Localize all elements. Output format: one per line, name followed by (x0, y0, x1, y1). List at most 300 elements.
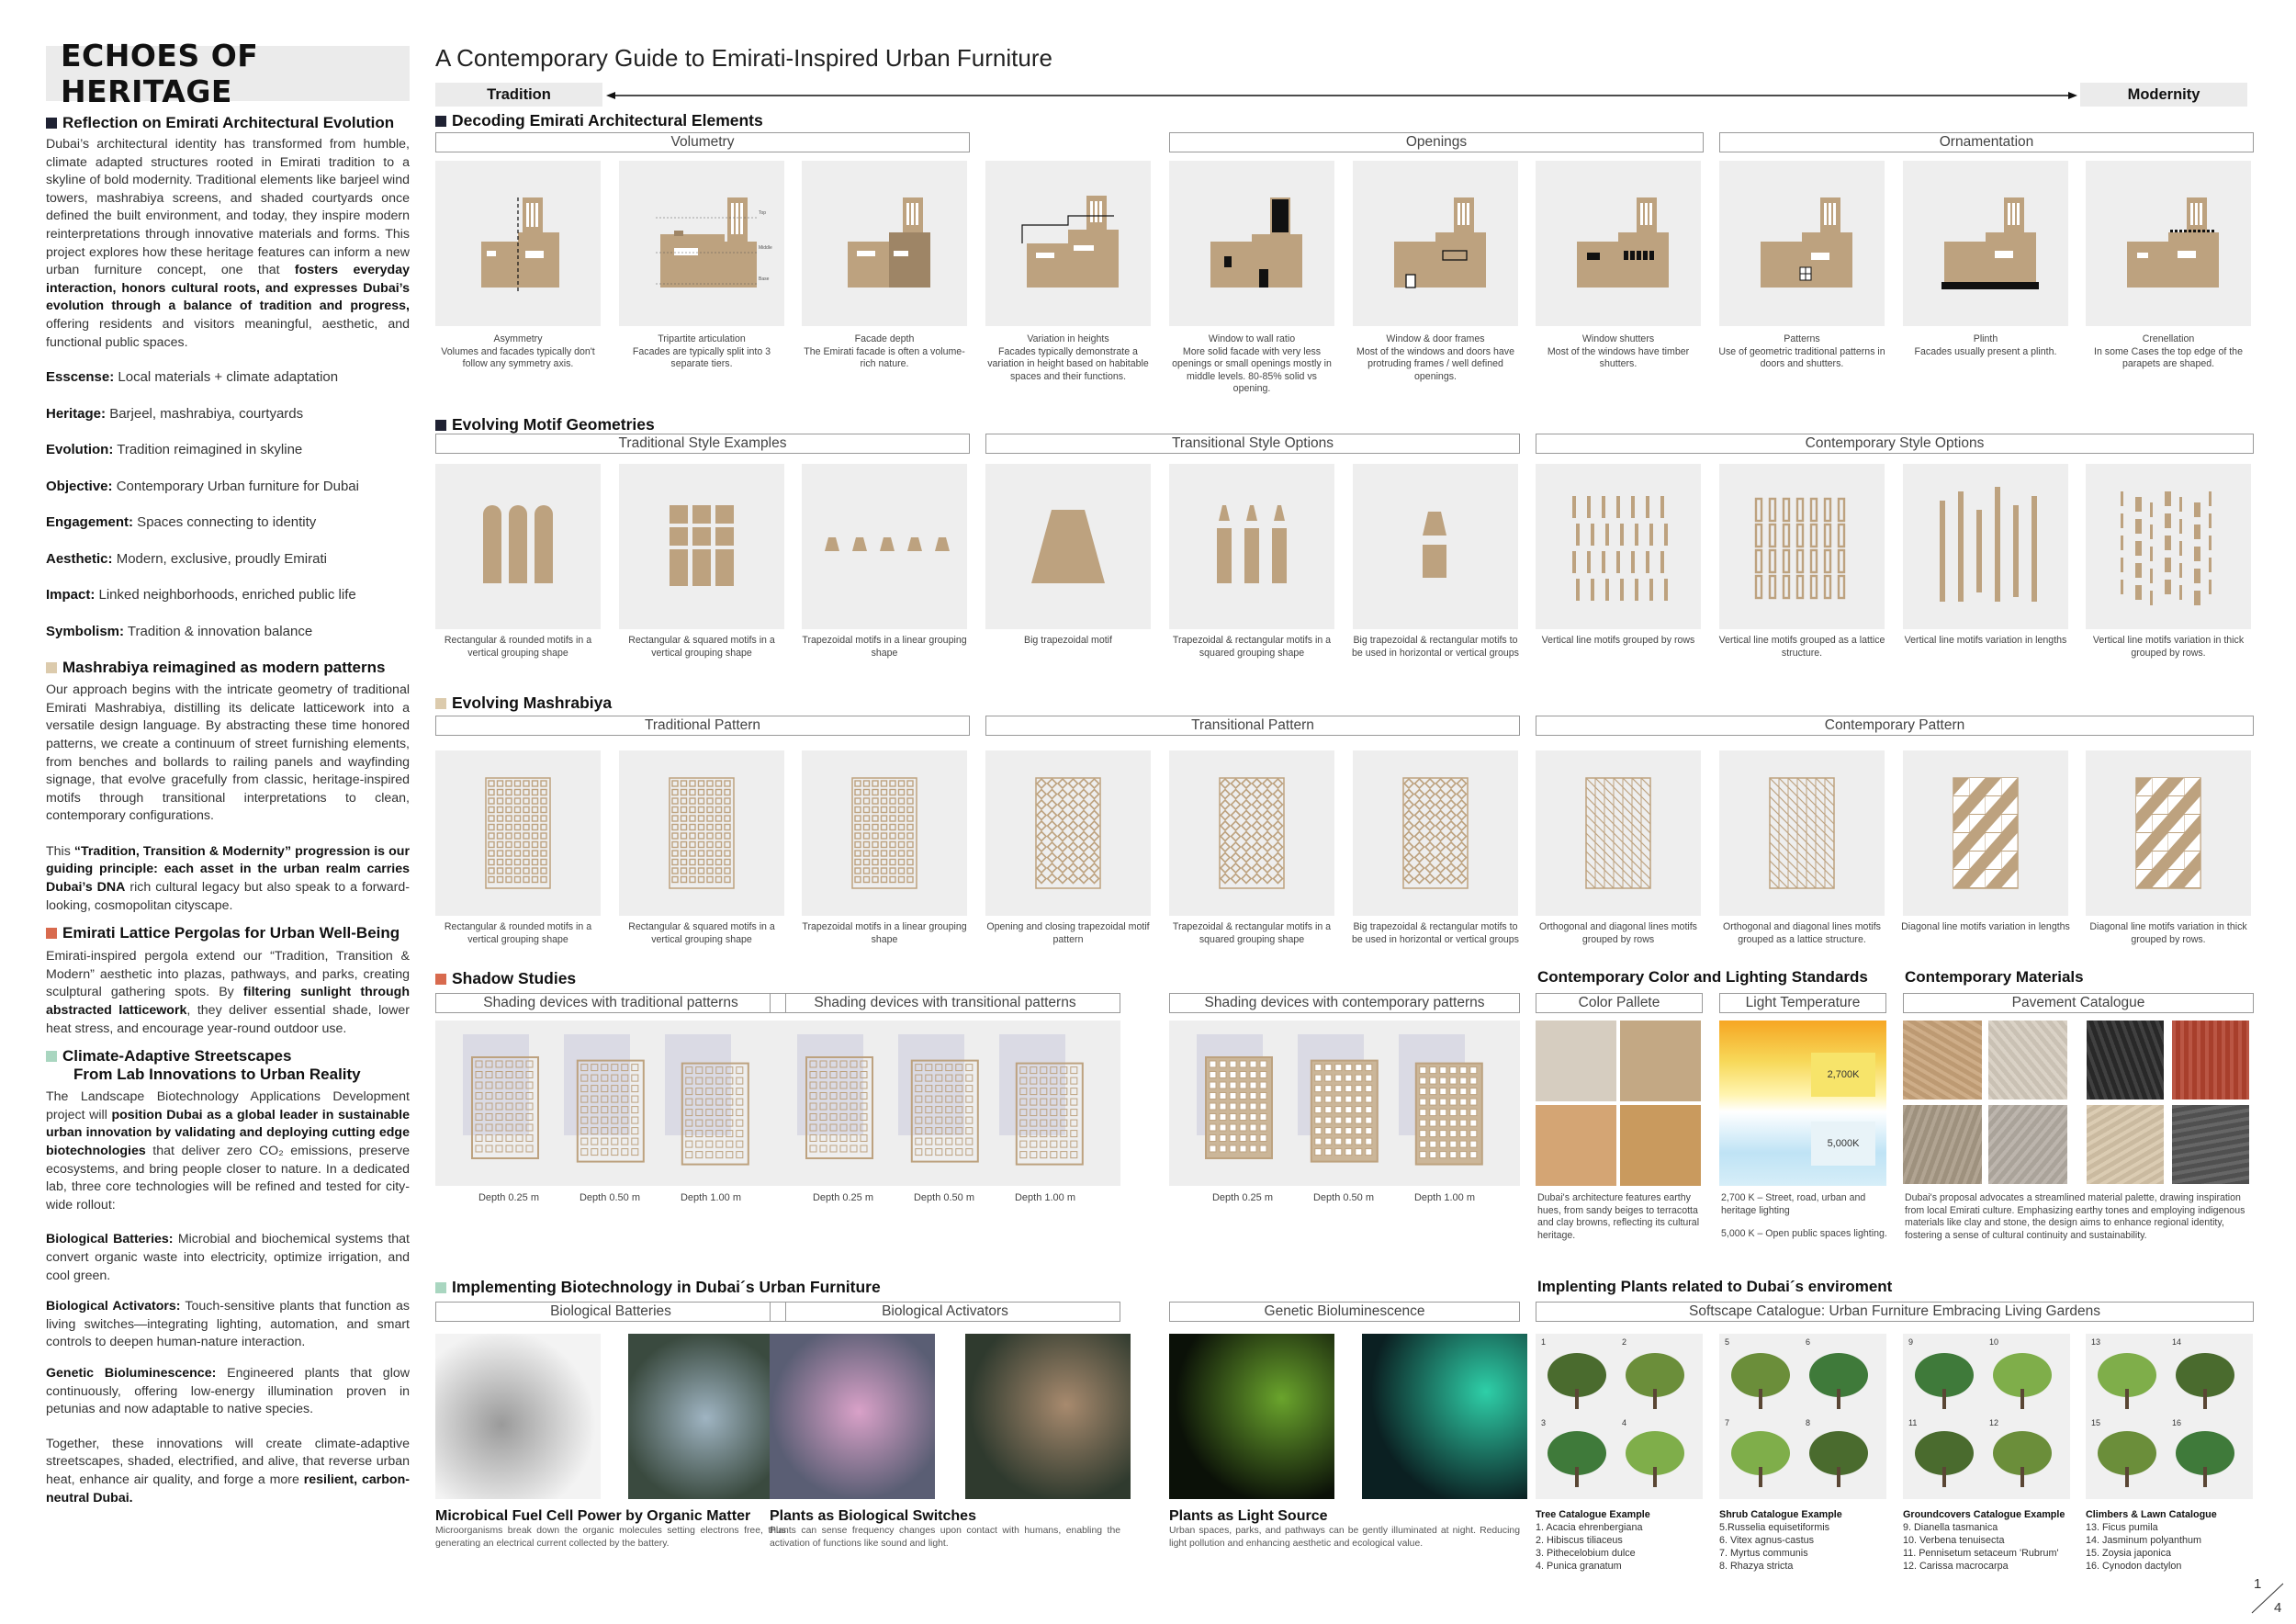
motif-frame (1756, 550, 1761, 572)
motif-bar (670, 549, 688, 586)
motif-bar (2194, 502, 2200, 517)
lattice-cell (1079, 800, 1088, 809)
motif-bar (1649, 524, 1653, 546)
heading-text: Reflection on Emirati Architectural Evolution (62, 114, 395, 131)
lattice-cell (725, 816, 730, 821)
plant-number: 12 (1989, 1418, 1999, 1427)
lattice-cell (1253, 779, 1262, 788)
value-text: Tradition reimagined in skyline (113, 442, 303, 458)
plant-number: 3 (1541, 1418, 1547, 1427)
window-opening (2195, 203, 2198, 225)
lattice-cell (1048, 811, 1057, 820)
lattice-cell (699, 816, 704, 821)
lattice-cell (515, 877, 521, 883)
lattice-cell (1253, 790, 1262, 799)
lattice-cell (899, 790, 905, 795)
lattice-cell (1250, 1103, 1256, 1110)
lattice-cell (489, 798, 494, 804)
lattice-cell (899, 842, 905, 848)
lattice-cell (1436, 863, 1446, 873)
lattice-cell (855, 877, 861, 883)
lattice-line (1806, 787, 1816, 796)
window-opening (1829, 203, 1831, 225)
motif-caption: Trapezoidal & rectangular motifs in a squared grouping shape (1172, 635, 1332, 659)
lattice-cell (1260, 1145, 1266, 1152)
text-run: that deliver zero CO₂ emissions, preserve ecosystems, and bring people closer to nature. In a dedicated lab, three core technologies will be refined and tested for city-wide rollout: (46, 1144, 410, 1212)
motif-bar (2121, 558, 2123, 572)
lattice-cell (1274, 779, 1283, 788)
lattice-cell (1210, 1061, 1216, 1067)
window-opening (2190, 203, 2193, 225)
lattice-cell (632, 1075, 638, 1081)
square-marker-icon (435, 698, 446, 709)
lattice-cell (498, 868, 503, 874)
lattice-cell (1079, 842, 1088, 851)
lattice-cell (725, 877, 730, 883)
lattice-cell (486, 1145, 492, 1152)
mashrabiya-tile (1903, 750, 2068, 916)
temp-2700k: 2,700K (1811, 1053, 1875, 1097)
lattice-cell (523, 790, 529, 795)
bio-batteries-paragraph (46, 1231, 410, 1285)
section-heading-streetscapes (46, 1047, 410, 1084)
lattice-cell (533, 816, 538, 821)
lattice-cell (864, 860, 870, 865)
motif-bar (1660, 496, 1664, 518)
plant-list-item: 14. Jasminum polyanthum (2086, 1535, 2202, 1546)
lattice-cell (1069, 863, 1078, 873)
lattice-line (1788, 879, 1797, 888)
motif-shape-part (509, 505, 527, 583)
motif-frame (1784, 499, 1789, 521)
lattice-line (1797, 787, 1806, 796)
lattice-cell (1058, 853, 1067, 863)
palette-swatch (1536, 1021, 1616, 1101)
lattice-line (1614, 815, 1623, 824)
lattice-cell (1037, 832, 1046, 841)
window-opening (1640, 203, 1643, 225)
motif-caption: Vertical line motifs grouped by rows (1541, 635, 1695, 646)
lattice-cell (716, 842, 722, 848)
plant-number: 13 (2091, 1337, 2101, 1347)
lattice-cell (1458, 842, 1467, 851)
lattice-line (1816, 879, 1825, 888)
lattice-cell (1460, 1067, 1467, 1074)
motif-bar (2135, 585, 2142, 600)
motif-shape-part (907, 537, 922, 551)
biotech-caption-desc: Plants can sense frequency changes upon contact with humans, enabling the activation of functions like sound and light. (770, 1526, 1120, 1549)
depth-label: Depth 1.00 m (1014, 1192, 1076, 1203)
plant-catalogue-panel (1719, 1334, 1886, 1499)
lattice-cell (690, 860, 695, 865)
lattice-cell (850, 1135, 857, 1142)
lattice-cell (864, 851, 870, 856)
lattice-cell (523, 842, 529, 848)
lattice-cell (1404, 863, 1413, 873)
caption-desc: Most of the windows have timber shutters. (1547, 345, 1690, 370)
lattice-cell (1420, 1088, 1426, 1095)
motif-caption: Rectangular & squared motifs in a vertical grouping shape (628, 635, 775, 659)
lattice-cell (810, 1145, 816, 1152)
bio-activators-paragraph (46, 1298, 410, 1352)
lattice-cell (498, 790, 503, 795)
motif-shape-part (880, 537, 895, 551)
window-opening (736, 203, 738, 234)
lattice-line (1797, 796, 1806, 806)
motif-bar (715, 527, 734, 546)
lattice-cell (1020, 1141, 1027, 1147)
motif-bar (1423, 545, 1446, 578)
decoding-tile (2086, 161, 2251, 326)
lattice-cell (737, 1131, 743, 1137)
motif-bar (2150, 547, 2153, 561)
lattice-line (1623, 824, 1632, 833)
lattice-line (1641, 842, 1650, 851)
facade-block (848, 242, 889, 288)
lattice-cell (1240, 1093, 1246, 1100)
lattice-cell (690, 842, 695, 848)
shutter (1649, 251, 1654, 260)
lattice-cell (716, 807, 722, 813)
lattice-cell (1263, 853, 1272, 863)
motif-bar (1587, 551, 1591, 573)
lattice-cell (899, 807, 905, 813)
mashrabiya-illustration (802, 750, 967, 916)
lattice-cell (1404, 800, 1413, 809)
lattice-cell (861, 1135, 867, 1142)
lattice-cell (1220, 1072, 1226, 1078)
motif-shape-part (852, 537, 867, 551)
value-text: Spaces connecting to identity (133, 514, 317, 531)
lattice-cell (1415, 779, 1424, 788)
lattice-cell (1404, 811, 1413, 820)
plant-list-item: 15. Zoysia japonica (2086, 1548, 2172, 1559)
motif-frame (1839, 499, 1844, 521)
square-marker-icon (46, 662, 57, 673)
lattice-line (1632, 806, 1641, 815)
lattice-line (1806, 833, 1816, 842)
lattice-cell (515, 798, 521, 804)
lattice-cell (1048, 832, 1057, 841)
mashrabiya-tile (435, 750, 601, 916)
motif-bar (2165, 580, 2171, 594)
lattice-line (1816, 870, 1825, 879)
text-run: The Landscape Biotechnology Applications Development project will (46, 1089, 410, 1122)
lattice-cell (737, 1067, 743, 1074)
group-label-traditional-pattern: Traditional Pattern (435, 716, 970, 736)
lattice-cell (1090, 790, 1099, 799)
lattice-line (1604, 815, 1614, 824)
lattice-cell (1420, 1141, 1426, 1147)
lattice-cell (506, 868, 512, 874)
lattice-cell (489, 790, 494, 795)
lattice-cell (1436, 821, 1446, 830)
lattice-cell (907, 877, 913, 883)
building-facade (1394, 197, 1486, 288)
lattice-cell (1037, 863, 1046, 873)
lattice-line (1586, 870, 1595, 879)
motif-bar (2150, 502, 2153, 517)
lattice-cell (1415, 790, 1424, 799)
lattice-cell (533, 781, 538, 786)
motif-bar (1958, 491, 1964, 602)
group-label-contemporary-pattern: Contemporary Pattern (1536, 716, 2254, 736)
lattice-cell (1090, 842, 1099, 851)
plant-list-item: 2. Hibiscus tiliaceus (1536, 1535, 1623, 1546)
lattice-cell (1263, 842, 1272, 851)
lattice-cell (882, 807, 887, 813)
key-label: Engagement: (46, 514, 134, 531)
caption-title: Crenellation (2142, 333, 2195, 344)
lattice-cell (1220, 1114, 1226, 1121)
lattice-cell (1446, 811, 1456, 820)
motif-frame (1797, 550, 1803, 572)
motif-bar (2209, 491, 2212, 506)
motif-tile (1536, 464, 1701, 629)
square-marker-icon (435, 420, 446, 431)
square-marker-icon (435, 1282, 446, 1293)
lattice-cell (1470, 1131, 1477, 1137)
lattice-cell (672, 798, 678, 804)
lattice-cell (966, 1086, 973, 1092)
lattice-cell (1090, 800, 1099, 809)
lattice-line (1797, 833, 1806, 842)
crenellation (2212, 230, 2214, 232)
motif-bar (715, 549, 734, 586)
window-opening (906, 203, 909, 225)
lattice-cell (840, 1145, 847, 1152)
pavement-catalogue-label: Pavement Catalogue (1903, 993, 2254, 1013)
lattice-cell (1450, 1152, 1457, 1158)
window-opening (2137, 253, 2148, 258)
lattice-cell (523, 851, 529, 856)
group-label-shadow-traditional: Shading devices with traditional patterns (435, 993, 786, 1013)
section-title-mashrabiya (435, 694, 612, 713)
lattice-cell (1436, 800, 1446, 809)
decoding-tile (1169, 161, 1334, 326)
motif-shape-part (935, 537, 950, 551)
window-opening (2200, 203, 2202, 225)
lattice-cell (1440, 1131, 1446, 1137)
lattice-cell (1232, 842, 1241, 851)
lattice-line (1586, 833, 1595, 842)
lattice-cell (690, 807, 695, 813)
mashrabiya-illustration (619, 750, 784, 916)
lattice-cell (681, 807, 687, 813)
section-title-text: Implementing Biotechnology in Dubai´s Urban Furniture (452, 1278, 881, 1296)
lattice-cell (1090, 863, 1099, 873)
lattice-pattern (1403, 778, 1468, 888)
plant-list-item: 1. Acacia ehrenbergiana (1536, 1522, 1643, 1533)
lattice-cell (872, 868, 878, 874)
lattice-cell (899, 825, 905, 830)
lattice-cell (737, 1110, 743, 1116)
lattice-cell (907, 868, 913, 874)
lattice-cell (1325, 1107, 1332, 1113)
motif-bar (1616, 551, 1620, 573)
square-marker-icon (46, 1051, 57, 1062)
decoding-tile (1353, 161, 1518, 326)
lattice-cell (1315, 1075, 1322, 1081)
motif-bar (1646, 551, 1649, 573)
lattice-cell (523, 781, 529, 786)
lattice-line (1825, 806, 1834, 815)
window-opening (2012, 203, 2015, 225)
lattice-cell (1335, 1096, 1342, 1102)
motif-frame (1825, 524, 1830, 547)
lattice-cell (523, 877, 529, 883)
lattice-cell (890, 781, 895, 786)
motif-illustration (802, 464, 967, 629)
motif-bar (2165, 513, 2171, 528)
lattice-cell (1071, 1120, 1077, 1126)
text-run: Emirati-inspired pergola extend our “Tradition, Transition & Modern” aesthetic into plazas, pathways, and parks, creating sculptural gathering spots. By (46, 949, 410, 1000)
lattice-cell (907, 807, 913, 813)
lattice-cell (1051, 1152, 1057, 1158)
lattice-cell (864, 833, 870, 839)
lattice-cell (1221, 811, 1230, 820)
lattice-cell (1048, 821, 1057, 830)
lattice-cell (1366, 1107, 1372, 1113)
lattice-cell (1274, 821, 1283, 830)
lattice-cell (526, 1145, 533, 1152)
facade-block (518, 232, 559, 288)
lattice-cell (850, 1145, 857, 1152)
lattice-cell (1345, 1096, 1352, 1102)
mashrabiya-tile (802, 750, 967, 916)
lattice-cell (1230, 1061, 1236, 1067)
lattice-cell (1436, 832, 1446, 841)
lattice-cell (1058, 790, 1067, 799)
lattice-cell (1440, 1110, 1446, 1116)
lattice-cell (1232, 863, 1241, 873)
lattice-cell (1356, 1128, 1362, 1134)
mashrabiya-caption: Rectangular & rounded motifs in a vertical grouping shape (444, 921, 592, 945)
lattice-cell (872, 842, 878, 848)
facade-block (2168, 232, 2219, 288)
key-value-item (46, 368, 410, 387)
lattice-cell (1079, 832, 1088, 841)
lattice-cell (1071, 1099, 1077, 1105)
window-opening (1649, 203, 1652, 225)
lattice-line (1586, 778, 1595, 787)
plant-number: 11 (1908, 1418, 1918, 1427)
lattice-cell (1404, 874, 1413, 884)
key-value-item (46, 405, 410, 423)
lattice-cell (855, 825, 861, 830)
lattice-cell (1260, 1093, 1266, 1100)
lattice-line (1623, 861, 1632, 870)
lattice-cell (907, 825, 913, 830)
shadow-illustration (770, 1021, 1120, 1186)
text-run: Together, these innovations will create climate-adaptive streetscapes, shaded, electrified, and alive, that reverse urban heat, enhance air quality, and forge a more (46, 1436, 410, 1487)
text-run: Touch-sensitive plants that function as living switches—integrating lighting, automation, and smart controls to deepen human-nature interaction. (46, 1299, 410, 1350)
lattice-line (1614, 787, 1623, 796)
poster-title: ECHOES OF HERITAGE (61, 38, 259, 109)
lattice-cell (1240, 1103, 1246, 1110)
light-text-1: 2,700 K – Street, road, urban and heritage lighting (1721, 1192, 1866, 1216)
mashrabiya-tile (1353, 750, 1518, 916)
lattice-cell (690, 825, 695, 830)
lattice-cell (541, 816, 546, 821)
motif-bar (1591, 579, 1594, 601)
lattice-cell (1232, 800, 1241, 809)
building-facade (1022, 196, 1119, 288)
lattice-cell (686, 1152, 692, 1158)
lattice-cell (1460, 1077, 1467, 1084)
lattice-line (1770, 879, 1779, 888)
depth-label: Depth 0.50 m (579, 1192, 641, 1203)
lattice-cell (1335, 1149, 1342, 1156)
building-facade (656, 197, 772, 288)
motif-shape (1572, 496, 1668, 601)
key-label: Heritage: (46, 405, 107, 422)
lattice-cell (681, 825, 687, 830)
color-light-title: Contemporary Color and Lighting Standards (1537, 968, 1868, 986)
lattice-line (1632, 833, 1641, 842)
lattice-line (1779, 870, 1788, 879)
lattice-line (1770, 842, 1779, 851)
lattice-cell (1430, 1110, 1436, 1116)
lattice-line (1806, 879, 1816, 888)
lattice-cell (690, 798, 695, 804)
lattice-cell (681, 877, 687, 883)
motif-bar (2209, 513, 2212, 528)
lattice-cell (489, 816, 494, 821)
principle-paragraph (46, 843, 410, 915)
lattice-cell (725, 825, 730, 830)
motif-bar (2135, 519, 2142, 534)
lattice-cell (1260, 1103, 1266, 1110)
lattice-cell (1425, 853, 1435, 863)
shutter (1643, 251, 1648, 260)
lattice-cell (882, 816, 887, 821)
lattice-line (1641, 833, 1650, 842)
pavement-swatch (2087, 1021, 2164, 1100)
lattice-cell (1446, 800, 1456, 809)
plant-number: 4 (1622, 1418, 1627, 1427)
key-label: Evolution: (46, 442, 114, 458)
motif-bar (1591, 524, 1594, 546)
lattice-cell (707, 790, 713, 795)
lattice-cell (1425, 874, 1435, 884)
lattice-cell (1230, 1124, 1236, 1131)
window-opening (1095, 201, 1097, 222)
lattice-cell (1058, 779, 1067, 788)
lattice-line (1641, 815, 1650, 824)
lattice-cell (1230, 1072, 1236, 1078)
window-opening (1099, 201, 1102, 222)
section-heading-pergolas (46, 924, 410, 942)
section-title-text: Evolving Mashrabiya (452, 694, 613, 712)
page-indicator (2248, 1576, 2289, 1617)
motif-frame (1839, 524, 1844, 547)
lattice-line (1816, 824, 1825, 833)
lattice-cell (523, 860, 529, 865)
mashrabiya-caption: Opening and closing trapezoidal motif pattern (986, 921, 1150, 945)
lattice-line (1806, 870, 1816, 879)
lattice-cell (506, 842, 512, 848)
lattice-cell (1460, 1088, 1467, 1095)
lattice-cell (820, 1135, 827, 1142)
lattice-cell (725, 798, 730, 804)
decoding-caption (1901, 333, 2070, 358)
lattice-cell (1048, 842, 1057, 851)
lattice-cell (890, 851, 895, 856)
lattice-cell (1458, 800, 1467, 809)
building-illustration (619, 161, 784, 326)
lattice-line (1788, 851, 1797, 861)
